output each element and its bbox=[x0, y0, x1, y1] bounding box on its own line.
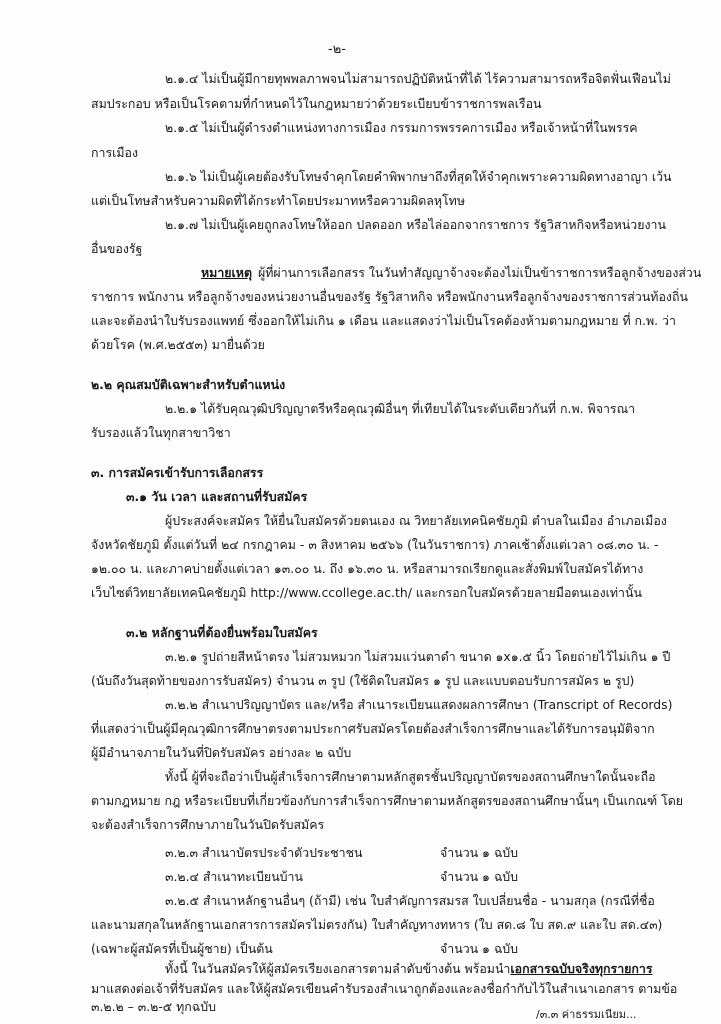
section-3-2-heading: ๓.๒ หลักฐานที่ต้องยื่นพร้อมใบสมัคร bbox=[126, 625, 318, 640]
submission-note-line3: ๓.๒.๒ – ๓.๒-๕ ทุกฉบับ bbox=[91, 999, 216, 1014]
section-3-heading: ๓. การสมัครเข้ารับการเลือกสรร bbox=[91, 465, 264, 480]
clause-2-1-6-line1: ๒.๑.๖ ไม่เป็นผู้เคยต้องรับโทษจำคุกโดยคำพิพากษาถึงที่สุดให้จำคุกเพราะความผิดทางอาญา เว้น bbox=[165, 169, 672, 184]
submission-note-line1 bbox=[165, 961, 653, 977]
clause-3-2-4-label: ๓.๒.๔ สำเนาทะเบียนบ้าน bbox=[165, 869, 303, 884]
clause-2-1-5-line2: การเมือง bbox=[91, 145, 139, 160]
clause-2-2-1-line2: รับรองแล้วในทุกสาขาวิชา bbox=[91, 425, 231, 440]
clause-2-2-1-line1: ๒.๒.๑ ได้รับคุณวุฒิปริญญาตรีหรือคุณวุฒิอื่นๆ ที่เทียบได้ในระดับเดียวกันที่ ก.พ. พิจารณา bbox=[165, 401, 636, 416]
clause-3-2-3-quantity: จำนวน ๑ ฉบับ bbox=[440, 845, 519, 860]
clause-2-1-6-line2: แต่เป็นโทษสำหรับความผิดที่ได้กระทำโดยประมาทหรือความผิดลหุโทษ bbox=[91, 193, 465, 208]
clause-3-2-1-line1: ๓.๒.๑ รูปถ่ายสีหน้าตรง ไม่สวมหมวก ไม่สวมแว่นตาดำ ขนาด ๑x๑.๕ นิ้ว โดยถ่ายไว้ไม่เกิน ๑ ปี bbox=[165, 649, 671, 664]
note-label: หมายเหตุ bbox=[201, 265, 253, 280]
submission-note-line2: มาแสดงต่อเจ้าที่รับสมัคร และให้ผู้สมัครเขียนคำรับรองสำเนาถูกต้องและลงชื่อกำกับไว้ในสำเนาเอกสาร ตามข้อ bbox=[91, 981, 678, 996]
section-3-1-line3: ๑๒.๐๐ น. และภาคบ่ายตั้งแต่เวลา ๑๓.๐๐ น. ถึง ๑๖.๓๐ น. หรือสามารถเรียกดูและสั่งพิมพ์ใบสมัครได้ทาง bbox=[91, 561, 644, 576]
graduation-note-line1: ทั้งนี้ ผู้ที่จะถือว่าเป็นผู้สำเร็จการศึกษาตามหลักสูตรชั้นปริญญาบัตรของสถานศึกษาใดนั้นจะถือ bbox=[165, 769, 656, 784]
note-line1: ผู้ที่ผ่านการเลือกสรร ในวันทำสัญญาจ้างจะต้องไม่เป็นข้าราชการหรือลูกจ้างของส่วน bbox=[258, 265, 702, 280]
clause-3-2-2-line2: ที่แสดงว่าเป็นผู้มีคุณวุฒิการศึกษาตรงตามประกาศรับสมัครโดยต้องสำเร็จการศึกษาและได้รับการอนุมัติจาก bbox=[91, 721, 655, 736]
page-number: -๒- bbox=[328, 42, 346, 57]
clause-3-2-5-line2: และนามสกุลในหลักฐานเอกสารการสมัครไม่ตรงกัน) ใบสำคัญทางทหาร (ใบ สด.๘ ใบ สด.๙ และใบ สด.๔๓) bbox=[91, 917, 663, 932]
original-documents-emphasis: เอกสารฉบับจริงทุกรายการ bbox=[510, 961, 653, 976]
clause-2-1-5-line1: ๒.๑.๕ ไม่เป็นผู้ดำรงตำแหน่งทางการเมือง กรรมการพรรคการเมือง หรือเจ้าหน้าที่ในพรรค bbox=[165, 120, 638, 135]
clause-3-2-2-line1: ๓.๒.๒ สำเนาปริญญาบัตร และ/หรือ สำเนาระเบียนแสดงผลการศึกษา (Transcript of Records) bbox=[165, 697, 673, 712]
clause-2-1-4-line2: สมประกอบ หรือเป็นโรคตามที่กำหนดไว้ในกฎหมายว่าด้วยระเบียบข้าราชการพลเรือน bbox=[91, 96, 542, 111]
clause-3-2-4-quantity: จำนวน ๑ ฉบับ bbox=[440, 869, 519, 884]
section-3-1-line1: ผู้ประสงค์จะสมัคร ให้ยื่นใบสมัครด้วยตนเอง ณ วิทยาลัยเทคนิคชัยภูมิ ตำบลในเมือง อำเภอเมือง bbox=[165, 513, 667, 528]
clause-3-2-3-label: ๓.๒.๓ สำเนาบัตรประจำตัวประชาชน bbox=[165, 845, 363, 860]
section-3-1-line4: เว็บไซต์วิทยาลัยเทคนิคชัยภูมิ http://www.ccollege.ac.th/ และกรอกใบสมัครด้วยลายมือตนเองเท่านั้น bbox=[91, 585, 642, 600]
submission-note-text: ทั้งนี้ ในวันสมัครให้ผู้สมัครเรียงเอกสารตามลำดับข้างต้น พร้อมนำ bbox=[165, 961, 511, 976]
section-3-1-line2: จังหวัดชัยภูมิ ตั้งแต่วันที่ ๒๔ กรกฎาคม - ๓ สิงหาคม ๒๕๖๖ (ในวันราชการ) ภาคเช้าตั้งแต่เวลา ๐๘.๓๐ น. - bbox=[91, 537, 659, 552]
clause-2-1-7-line2: อื่นของรัฐ bbox=[91, 241, 143, 256]
note-line4: ด้วยโรค (พ.ศ.๒๕๕๓) มายื่นด้วย bbox=[91, 337, 265, 352]
clause-3-2-1-line2: (นับถึงวันสุดท้ายของการรับสมัคร) จำนวน ๓ รูป (ใช้ติดใบสมัคร ๑ รูป และแบบตอบรับการสมัคร ๒ รูป) bbox=[91, 673, 635, 688]
clause-3-2-5-line1: ๓.๒.๕ สำเนาหลักฐานอื่นๆ (ถ้ามี) เช่น ใบสำคัญการสมรส ใบเปลี่ยนชื่อ - นามสกุล (กรณีที่ชื่อ bbox=[165, 893, 655, 908]
note-line2: ราชการ พนักงาน หรือลูกจ้างของหน่วยงานอื่นของรัฐ รัฐวิสาหกิจ หรือพนักงานหรือลูกจ้างของราชการส่วนท้องถิ่น bbox=[91, 289, 688, 304]
continuation-marker: /๓.๓ ค่าธรรมเนียม... bbox=[536, 1008, 637, 1021]
clause-2-1-4-line1: ๒.๑.๔ ไม่เป็นผู้มีกายทุพพลภาพจนไม่สามารถปฏิบัติหน้าที่ได้ ไร้ความสามารถหรือจิตฟั่นเฟือนไม่ bbox=[165, 71, 671, 86]
note-line3: และจะต้องนำใบรับรองแพทย์ ซึ่งออกให้ไม่เกิน ๑ เดือน และแสดงว่าไม่เป็นโรคต้องห้ามตามกฎหมาย ที่ ก.พ. ว่า bbox=[91, 313, 676, 328]
section-2-2-heading: ๒.๒ คุณสมบัติเฉพาะสำหรับตำแหน่ง bbox=[91, 377, 286, 392]
graduation-note-line2: ตามกฎหมาย กฎ หรือระเบียบที่เกี่ยวข้องกับการสำเร็จการศึกษาตามหลักสูตรของสถานศึกษานั้นๆ เป็นเกณฑ์ โดย bbox=[91, 793, 684, 808]
section-3-1-heading: ๓.๑ วัน เวลา และสถานที่รับสมัคร bbox=[126, 489, 308, 504]
graduation-note-line3: จะต้องสำเร็จการศึกษาภายในวันปิดรับสมัคร bbox=[91, 817, 325, 832]
clause-3-2-5-line3: (เฉพาะผู้สมัครที่เป็นผู้ชาย) เป็นต้น bbox=[91, 941, 273, 956]
clause-3-2-5-quantity: จำนวน ๑ ฉบับ bbox=[440, 941, 519, 956]
clause-3-2-2-line3: ผู้มีอำนาจภายในวันที่ปิดรับสมัคร อย่างละ ๒ ฉบับ bbox=[91, 745, 352, 760]
clause-2-1-7-line1: ๒.๑.๗ ไม่เป็นผู้เคยถูกลงโทษให้ออก ปลดออก หรือไล่ออกจากราชการ รัฐวิสาหกิจหรือหน่วยงาน bbox=[165, 217, 666, 232]
